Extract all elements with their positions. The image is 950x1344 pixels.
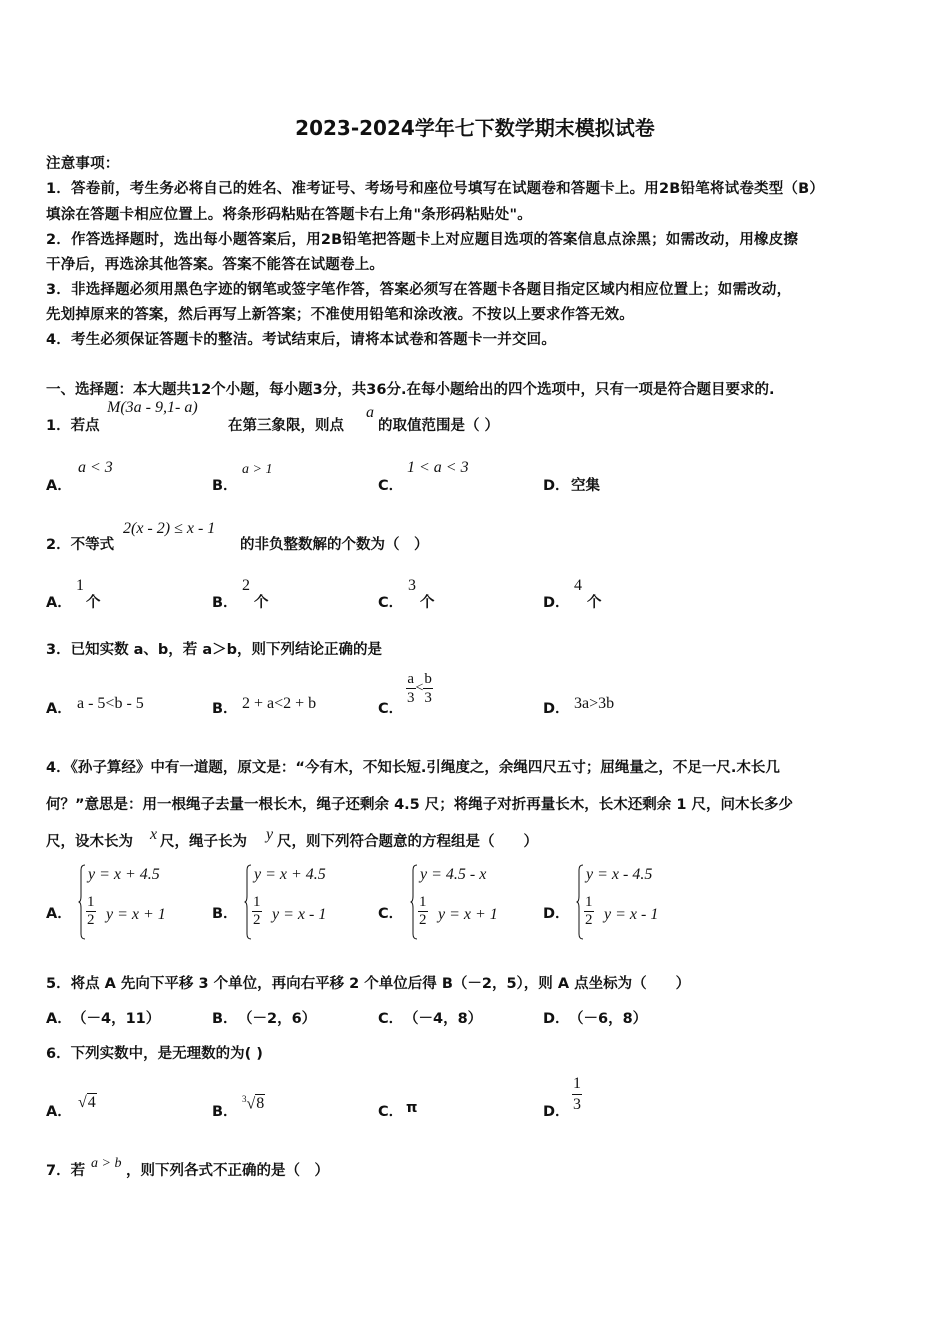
equation-2-rhs: y = x + 1 [106,906,166,923]
option-math: 3a>3b [574,695,615,712]
radical-icon: √ [78,1094,87,1111]
notice-line: 填涂在答题卡相应位置上。将条形码粘贴在答题卡右上角"条形码粘贴处"。 [46,207,532,223]
option-label: A． [46,1104,72,1120]
root-index: 3 [242,1094,247,1104]
question-2-prefix: 2．不等式 [46,537,115,553]
option-label: B． [212,595,238,611]
relation-symbol: < [415,680,424,696]
option-label: D． [543,478,570,494]
fraction [572,1074,582,1115]
option-text: （－4，8） [404,1011,483,1027]
notice-line: 3．非选择题必须用黑色字迹的钢笔或签字笔作答，答案必须写在答题卡各题目指定区域内相应位置上；如需改动， [46,282,792,298]
question-7-condition: a > b [91,1156,122,1171]
option-label: D． [543,1011,570,1027]
option-label: C． [378,595,404,611]
notice-line: 4．考生必须保证答题卡的整洁。考试结束后，请将本试卷和答题卡一并交回。 [46,332,557,348]
section-heading: 一、选择题：本大题共12个小题，每小题3分，共36分.在每小题给出的四个选项中，只有一项是符合题目要求的. [46,382,775,398]
option-label: C． [378,478,404,494]
option-math: 1 < a < 3 [407,459,469,476]
fraction-numerator: 1 [572,1074,582,1095]
option-text: （－6，8） [569,1011,648,1027]
question-4-line: 尺，则下列符合题意的方程组是（ ） [277,834,538,850]
option-label: B． [212,478,238,494]
equation-1: y = x + 4.5 [88,866,160,883]
question-4-line: 何？”意思是：用一根绳子去量一根长木，绳子还剩余 4.5 尺；将绳子对折再量长木，长木还剩余 1 尺，问木长多少 [46,797,793,813]
option-label: A． [46,906,72,922]
option-math: a < 3 [78,459,113,476]
left-brace-icon [410,864,418,940]
option-math: a > 1 [242,462,273,477]
option-fraction-compare [406,670,433,707]
fraction-denominator: 2 [419,912,427,928]
left-brace-icon [78,864,86,940]
equation-1: y = x - 4.5 [586,866,653,883]
option-math: 2 + a<2 + b [242,695,317,712]
fraction-numerator: 1 [253,894,261,910]
option-label: C． [378,1104,404,1120]
option-label: D． [543,1104,570,1120]
fraction-numerator: 1 [419,894,427,910]
option-label: A． [46,1011,72,1027]
notice-line: 先划掉原来的答案，然后再写上新答案；不准使用铅笔和涂改液。不按以上要求作答无效。 [46,307,634,323]
equation-2 [418,894,498,929]
fraction-denominator: 3 [573,1096,581,1113]
option-label: C． [378,701,404,717]
notice-line: 干净后，再选涂其他答案。答案不能答在试题卷上。 [46,257,385,273]
question-4-line: 4．《孙子算经》中有一道题，原文是：“今有木，不知长短.引绳度之，余绳四尺五寸；屈绳量之，不足一尺.木长几 [46,760,780,776]
notice-heading: 注意事项： [46,156,120,172]
question-4-var-x: x [150,826,158,843]
question-7-prefix: 7．若 [46,1163,86,1179]
fraction [423,670,433,707]
left-brace-icon [244,864,252,940]
question-1-prefix: 1．若点 [46,418,100,434]
option-label: D． [543,595,570,611]
option-label: D． [543,701,570,717]
option-sqrt [78,1094,97,1112]
fraction-denominator: 3 [424,690,432,706]
option-label: B． [212,701,238,717]
fraction-numerator: b [424,671,432,687]
equation-system [78,864,198,942]
question-4-line: 尺，设木长为 [46,834,133,850]
option-num: 4 [574,577,582,594]
option-num: 1 [76,577,84,594]
radicand: 4 [87,1094,96,1111]
fraction-numerator: 1 [87,894,95,910]
question-4-line: 尺，绳子长为 [160,834,247,850]
notice-line: 1．答卷前，考生务必将自己的姓名、准考证号、考场号和座位号填写在试题卷和答题卡上。用2B铅笔将试卷类型（B） [46,181,825,197]
question-3-stem: 3．已知实数 a、b，若 a＞b，则下列结论正确的是 [46,642,383,658]
option-math: a - 5<b - 5 [77,695,144,712]
option-label: A． [46,478,72,494]
question-2-inequality: 2(x - 2) ≤ x - 1 [123,520,216,537]
equation-1: y = x + 4.5 [254,866,326,883]
option-num: 3 [408,577,416,594]
option-text: （－4，11） [72,1011,161,1027]
option-text: （－2，6） [238,1011,317,1027]
option-label: C． [378,1011,404,1027]
option-num: 2 [242,577,250,594]
radical-icon: √ [246,1095,256,1113]
equation-2-rhs: y = x - 1 [272,906,327,923]
equation-2-rhs: y = x + 1 [438,906,498,923]
option-label: B． [212,906,238,922]
option-label: C． [378,906,404,922]
option-cube-root [242,1094,265,1113]
question-1-suffix: 的取值范围是（ ） [378,418,500,434]
fraction-numerator: 1 [585,894,593,910]
fraction-denominator: 3 [407,690,415,706]
equation-system [244,864,364,942]
option-fraction [572,1074,582,1115]
equation-system [410,864,530,942]
question-1-middle: 在第三象限，则点 [228,418,344,434]
question-1-var: a [366,404,374,421]
fraction [406,670,416,707]
option-text: 空集 [571,478,600,494]
page-title: 2023-2024学年七下数学期末模拟试卷 [295,116,655,140]
option-label: B． [212,1011,238,1027]
fraction-denominator: 2 [253,912,261,928]
option-unit: 个 [420,595,435,611]
fraction-denominator: 2 [585,912,593,928]
notice-line: 2．作答选择题时，选出每小题答案后，用2B铅笔把答题卡上对应题目选项的答案信息点涂黑；如需改动，用橡皮擦 [46,232,799,248]
option-unit: 个 [254,595,269,611]
question-6-stem: 6．下列实数中，是无理数的为( ) [46,1046,263,1062]
question-1-point: M(3a - 9,1- a) [107,399,198,416]
radicand: 8 [256,1095,265,1113]
question-7-suffix: ，则下列各式不正确的是（ ） [126,1163,329,1179]
equation-2-rhs: y = x - 1 [604,906,659,923]
option-label: A． [46,701,72,717]
equation-2 [86,894,166,929]
equation-2 [252,894,327,929]
equation-system [576,864,696,942]
fraction-denominator: 2 [87,912,95,928]
option-unit: 个 [587,595,602,611]
option-label: D． [543,906,570,922]
option-text: π [406,1100,418,1116]
equation-2 [584,894,659,929]
equation-1: y = 4.5 - x [420,866,487,883]
question-4-var-y: y [266,826,274,843]
option-unit: 个 [86,595,101,611]
fraction-numerator: a [407,671,415,687]
left-brace-icon [576,864,584,940]
question-2-suffix: 的非负整数解的个数为（ ） [240,537,429,553]
question-5-stem: 5．将点 A 先向下平移 3 个单位，再向右平移 2 个单位后得 B（－2，5），则 A 点坐标为（ ） [46,976,691,992]
option-label: A． [46,595,72,611]
option-label: B． [212,1104,238,1120]
